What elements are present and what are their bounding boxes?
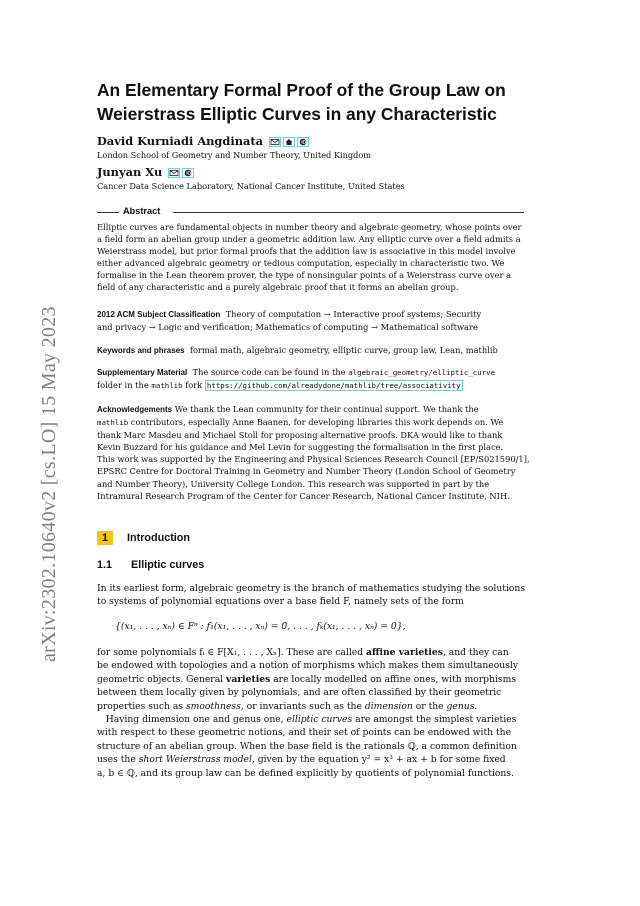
supplementary-label: Supplementary Material — [97, 368, 188, 377]
abstract-line: a field form an abelian group under a geometric addition law. Any elliptic curve over a field admits a — [97, 234, 521, 245]
ack-line: thank Marc Masdeu and Michael Stoll for proposing alternative proofs. DKA would like to thank — [97, 430, 503, 441]
acm-label: 2012 ACM Subject Classification — [97, 310, 221, 319]
body-text: properties such as — [97, 700, 184, 712]
repository-link[interactable]: https://github.com/alreadydone/mathlib/tree/associativity — [206, 381, 461, 391]
body-line: with respect to these geometric notions, and their set of points can be endowed with the — [97, 727, 512, 739]
body-text: . — [474, 700, 478, 712]
ack-line: and Number Theory), University College London. This research was supported in part by the — [97, 478, 490, 489]
arxiv-stamp — [18, 262, 58, 662]
ack-line: Kevin Buzzard for his guidance and Mel Levin for suggesting the formalisation in the first place. — [97, 442, 504, 453]
body-text: for some polynomials fᵢ ∈ F[X₁, . . . , Xₙ]. These are called — [97, 647, 364, 658]
arxiv-id: arXiv:2302.10640v2 [cs.LO] 15 May 2023 — [38, 306, 60, 662]
abstract-line: either advanced algebraic geometry or tedious computation, especially in characteristic two. We — [97, 258, 505, 269]
term-italic: elliptic curves — [286, 714, 353, 725]
acm-classification — [97, 308, 524, 333]
author-name — [97, 165, 194, 181]
subsection-heading — [97, 559, 204, 571]
body-line: to systems of polynomial equations over a base field F, namely sets of the form — [97, 596, 464, 608]
author-affiliation: London School of Geometry and Number Theory, United Kingdom — [97, 150, 372, 160]
intro-paragraph — [97, 646, 524, 713]
subsection-title: Elliptic curves — [131, 559, 205, 571]
formula-text: {(x₁, . . . , xₙ) ∈ Fⁿ : f₁(x₁, . . . , xₙ) = 0, . . . , fₖ(x₁, . . . , xₙ) = 0}, — [115, 621, 406, 632]
abstract-line: Elliptic curves are fundamental objects in number theory and algebraic geometry, whose points over — [97, 222, 522, 232]
email-icon[interactable] — [269, 136, 281, 150]
body-text: or the — [415, 700, 444, 712]
section-title: Introduction — [127, 532, 190, 544]
abstract-line: formalise in the Lean theorem prover, the type of nonsingular points of a Weierstrass curve over a — [97, 270, 512, 281]
body-line: be endowed with topologies and a notion of morphisms which makes them simultaneously — [97, 660, 519, 672]
body-text: , or invariants such as the — [240, 700, 362, 712]
keywords-text: formal math, algebraic geometry, elliptic curve, group law, Lean, mathlib — [189, 345, 498, 355]
abstract-text — [97, 221, 524, 294]
paper-title — [97, 78, 537, 126]
term-italic: smoothness — [185, 700, 241, 712]
supplementary-text: folder in the — [97, 380, 149, 391]
subsection-number: 1.1 — [97, 559, 113, 571]
orcid-icon[interactable] — [297, 136, 309, 150]
acknowledgements-label: Acknowledgements — [97, 405, 173, 414]
section-heading — [97, 531, 190, 545]
body-text: uses the — [97, 754, 136, 766]
email-icon[interactable] — [168, 167, 180, 181]
body-text: are locally modelled on affine ones, with morphisms — [273, 673, 517, 685]
variety-formula — [115, 621, 406, 632]
ack-text: contributors, especially Anne Baanen, for developing libraries this work depends on. We — [130, 417, 504, 428]
orcid-icon[interactable] — [182, 167, 194, 181]
abstract-line: Weierstrass model, but prior formal proofs that the addition law is associative in this model involve — [97, 246, 516, 257]
code-lib: mathlib — [97, 418, 129, 428]
body-line: a, b ∈ ℚ, and its group law can be defined explicitly by quotients of polynomial functions. — [97, 767, 514, 779]
term-bold: varieties — [226, 673, 271, 685]
rule-right — [173, 212, 524, 213]
ack-line: EPSRC Centre for Doctoral Training in Geometry and Number Theory (London School of Geometry — [97, 466, 516, 477]
acm-text: Theory of computation → Interactive proof systems; Security — [225, 309, 482, 319]
rule-left — [97, 212, 119, 213]
body-text: are amongst the simplest varieties — [355, 714, 517, 725]
abstract-line: field of any characteristic and a purely algebraic proof that it forms an abelian group. — [97, 282, 459, 293]
supplementary-material — [97, 366, 524, 392]
body-text: , given by the equation y² = x³ + ax + b for some fixed — [251, 754, 506, 766]
keywords-label: Keywords and phrases — [97, 346, 185, 355]
intro-paragraph — [97, 713, 524, 780]
intro-paragraph — [97, 582, 524, 609]
abstract-heading — [97, 206, 524, 220]
body-line: structure of an abelian group. When the base field is the rationals ℚ, a common definition — [97, 740, 517, 752]
author-name — [97, 134, 309, 150]
body-line: In its earliest form, algebraic geometry is the branch of mathematics studying the solutions — [97, 583, 526, 594]
title-line: An Elementary Formal Proof of the Group Law on — [97, 80, 506, 100]
supplementary-text: The source code can be found in the — [192, 367, 346, 377]
title-line: Weierstrass Elliptic Curves in any Characteristic — [97, 104, 497, 124]
acm-text: and privacy → Logic and verification; Mathematics of computing → Mathematical software — [97, 322, 478, 333]
ack-line: This work was supported by the Engineering and Physical Sciences Research Council [EP/S021590/1], — [97, 454, 530, 465]
term-italic: short Weierstrass model — [138, 754, 252, 766]
author-name-text: David Kurniadi Angdinata — [97, 134, 263, 148]
term-bold: affine varieties — [366, 647, 443, 658]
term-italic: genus — [446, 700, 475, 712]
acknowledgements — [97, 403, 530, 502]
body-line: between them locally given by polynomials, and are often classified by their geometric — [97, 687, 502, 699]
abstract-label: Abstract — [123, 206, 161, 216]
home-icon[interactable] — [283, 136, 295, 150]
author-affiliation: Cancer Data Science Laboratory, National Cancer Institute, United States — [97, 181, 405, 191]
ack-text: We thank the Lean community for their continual support. We thank the — [174, 404, 479, 414]
body-text: Having dimension one and genus one, — [105, 714, 284, 725]
term-italic: dimension — [364, 700, 413, 712]
supplementary-text: fork — [185, 380, 203, 391]
code-lib: mathlib — [151, 381, 183, 391]
author-name-text: Junyan Xu — [97, 165, 163, 179]
section-number: 1 — [97, 531, 113, 545]
code-path: algebraic_geometry/elliptic_curve — [348, 368, 496, 377]
ack-line: Intramural Research Program of the Center for Cancer Research, National Cancer Institute, NIH. — [97, 490, 510, 501]
keywords — [97, 344, 524, 357]
body-text: geometric objects. General — [97, 673, 224, 685]
body-text: , and they can — [442, 647, 509, 658]
